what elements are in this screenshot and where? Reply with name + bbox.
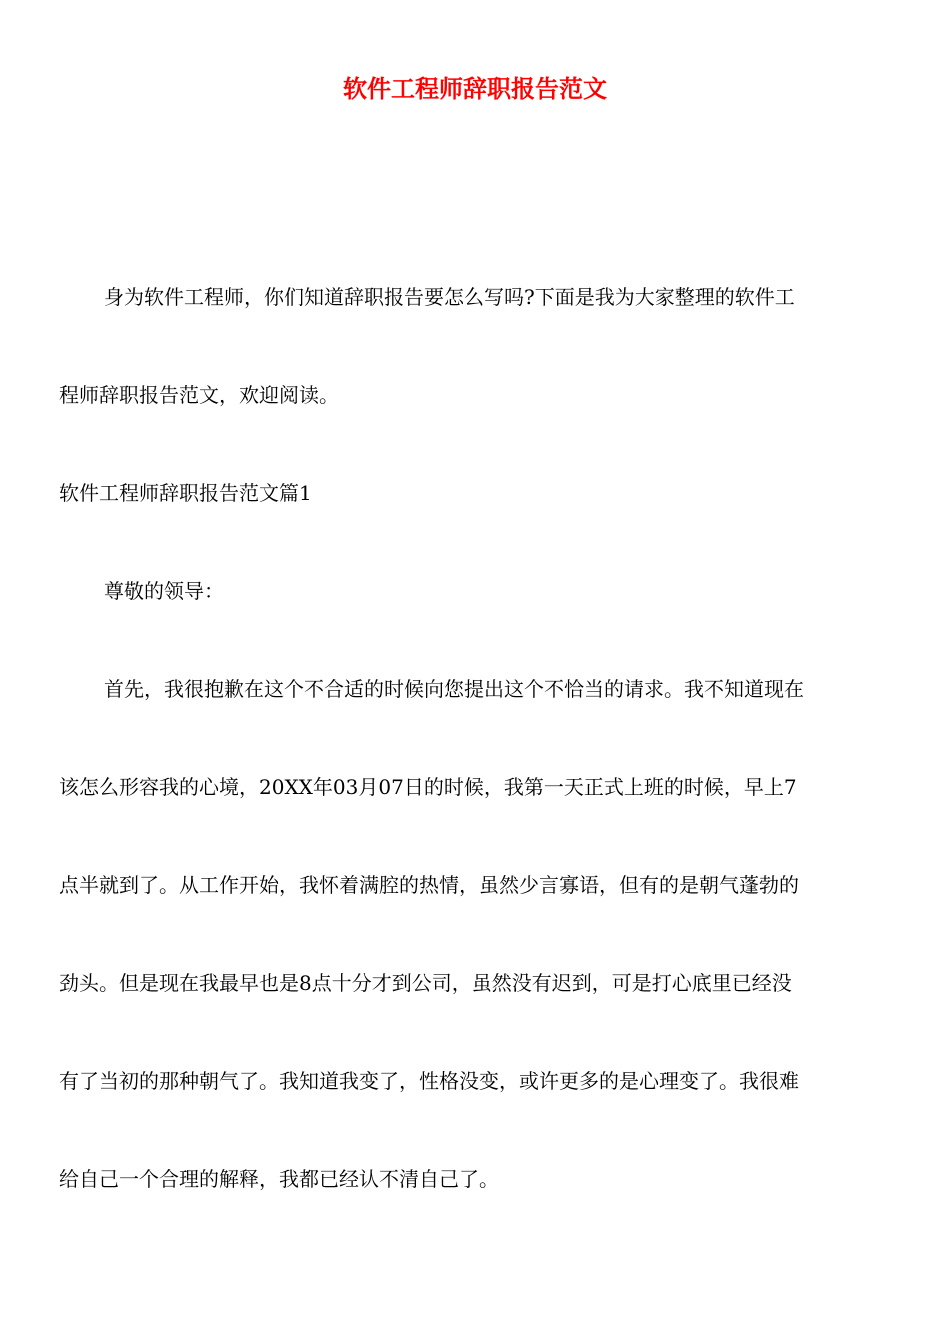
text-line: 身为软件工程师，你们知道辞职报告要怎么写吗?下面是我为大家整理的软件工 <box>104 285 795 309</box>
salutation <box>59 542 895 640</box>
text-line: 尊敬的领导： <box>104 579 224 603</box>
text-line: 给自己一个合理的解释，我都已经认不清自己了。 <box>59 1167 499 1191</box>
text-line: 程师辞职报告范文，欢迎阅读。 <box>59 383 339 407</box>
text-line: 点半就到了。从工作开始，我怀着满腔的热情，虽然少言寡语，但有的是朝气蓬勃的 <box>59 873 799 897</box>
paragraph-body-1 <box>59 640 895 1228</box>
document-title: 软件工程师辞职报告范文 <box>343 75 607 103</box>
text-line: 首先，我很抱歉在这个不合适的时候向您提出这个不恰当的请求。我不知道现在 <box>104 677 804 701</box>
text-line: 软件工程师辞职报告范文篇1 <box>59 481 312 505</box>
text-line: 该怎么形容我的心境，20XX年03月07日的时候，我第一天正式上班的时候，早上7 <box>59 775 797 799</box>
text-line: 有了当初的那种朝气了。我知道我变了，性格没变，或许更多的是心理变了。我很难 <box>59 1069 799 1093</box>
section-heading <box>59 444 895 542</box>
paragraph-intro <box>59 248 895 444</box>
document-body <box>59 248 895 1228</box>
text-line: 劲头。但是现在我最早也是8点十分才到公司，虽然没有迟到，可是打心底里已经没 <box>59 971 792 995</box>
